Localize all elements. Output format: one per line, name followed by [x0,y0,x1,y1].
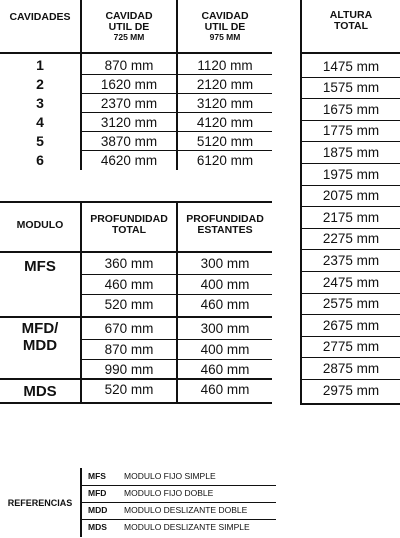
module-mfs-label [0,254,80,278]
header-cavidad-975-l3: 975 MM [209,31,241,42]
module-prof-estantes-cell: 300 mm [200,321,250,336]
cavities-count-cell: 1 [36,57,44,73]
header-prof-est-l1: PROFUNDIDAD [186,213,264,225]
cavities-975-cell: 3120 mm [196,95,254,111]
module-header-rule [0,251,272,253]
header-prof-total-l2: TOTAL [111,224,147,236]
header-prof-est-l2: ESTANTES [197,224,253,236]
module-prof-total-cell: 870 mm [104,341,154,357]
cavities-header-rule [0,52,272,54]
height-value-cell: 2575 mm [322,296,380,312]
module-mds-text: MDS [23,382,57,400]
module-prof-estantes-cell: 400 mm [200,276,250,292]
height-value-cell: 2175 mm [322,209,380,225]
module-mfs-text: MFS [24,257,56,275]
header-altura-l1: ALTURA [329,9,373,21]
cavities-725-cell: 4620 mm [100,152,158,168]
reference-code: MFD [88,488,107,498]
height-value-cell: 2075 mm [322,188,380,204]
height-value-cell: 1875 mm [322,144,380,160]
header-cavidades-text: CAVIDADES [9,10,71,23]
cavities-count-cell: 5 [36,133,44,149]
cavities-count-cell: 4 [36,114,44,130]
module-prof-estantes-cell: 460 mm [200,362,250,377]
height-value-cell: 1575 mm [322,80,380,96]
height-bottom-rule [300,403,400,405]
header-profundidad-total [82,204,176,246]
reference-row-rule [82,502,276,503]
module-bottom-rule [0,402,272,404]
header-modulo-text: MODULO [16,218,64,231]
reference-description: MODULO FIJO DOBLE [124,488,214,498]
module-prof-estantes-cell: 400 mm [200,341,250,357]
references-label [0,468,80,538]
height-value-cell: 2375 mm [322,252,380,268]
reference-description: MODULO FIJO SIMPLE [124,471,216,481]
reference-description: MODULO DESLIZANTE SIMPLE [124,522,250,532]
module-prof-total-cell: 460 mm [104,276,154,292]
module-mds-label [0,380,80,402]
cavities-count-cell: 6 [36,152,44,168]
module-mfd-text: MFD/ [21,320,59,337]
module-group-rule-1 [0,316,272,318]
reference-description: MODULO DESLIZANTE DOBLE [124,505,248,515]
module-prof-total-cell: 670 mm [104,321,154,336]
cavities-725-cell: 1620 mm [100,76,158,92]
reference-row-rule [82,485,276,486]
header-profundidad-estantes [178,204,272,246]
height-value-cell: 2875 mm [322,360,380,376]
reference-code: MDS [88,522,107,532]
cavities-725-cell: 870 mm [104,57,154,73]
cavities-count-cell: 2 [36,76,44,92]
height-value-cell: 1775 mm [322,123,380,139]
header-cavidad-975 [178,6,272,46]
header-cavidad-725-l2: UTIL DE [108,20,150,33]
height-value-cell: 2675 mm [322,317,380,333]
module-top-rule [0,201,272,203]
module-prof-estantes-cell: 460 mm [200,382,250,397]
cavities-725-cell: 3120 mm [100,114,158,130]
header-modulo [0,204,80,246]
module-prof-total-cell: 520 mm [104,382,154,397]
module-prof-total-cell: 360 mm [104,256,154,271]
module-mdd-text: MDD [22,337,58,354]
cavities-725-cell: 3870 mm [100,133,158,149]
height-value-cell: 1975 mm [322,166,380,182]
height-value-cell: 1675 mm [322,101,380,117]
reference-code: MFS [88,471,106,481]
height-value-cell: 1475 mm [322,58,380,74]
references-label-text: REFERENCIAS [7,497,73,508]
cavities-975-cell: 2120 mm [196,76,254,92]
height-header-rule [300,52,400,54]
reference-row-rule [82,519,276,520]
header-cavidad-975-l2: UTIL DE [204,20,246,33]
header-cavidad-725-l3: 725 MM [113,31,145,42]
module-prof-estantes-cell: 460 mm [200,297,250,312]
cavities-975-cell: 4120 mm [196,114,254,130]
height-value-cell: 2475 mm [322,274,380,290]
height-value-cell: 2775 mm [322,339,380,355]
header-cavidad-725-l1: CAVIDAD [105,9,153,22]
header-prof-total-l1: PROFUNDIDAD [90,213,168,225]
header-cavidad-975-l1: CAVIDAD [201,9,249,22]
header-cavidades [0,6,80,28]
cavities-count-cell: 3 [36,95,44,111]
height-value-cell: 2975 mm [322,382,380,398]
reference-code: MDD [88,505,108,515]
module-prof-total-cell: 520 mm [104,297,154,312]
cavities-975-cell: 1120 mm [197,57,253,73]
module-prof-estantes-cell: 300 mm [200,256,250,271]
header-altura [302,6,400,36]
module-mfd-mdd-label [0,318,80,356]
cavities-975-cell: 6120 mm [196,152,254,168]
cavities-975-cell: 5120 mm [196,133,254,149]
cavities-725-cell: 2370 mm [100,95,158,111]
height-value-cell: 2275 mm [322,231,380,247]
header-cavidad-725 [82,6,176,46]
module-prof-total-cell: 990 mm [104,362,154,377]
header-altura-l2: TOTAL [333,20,369,32]
